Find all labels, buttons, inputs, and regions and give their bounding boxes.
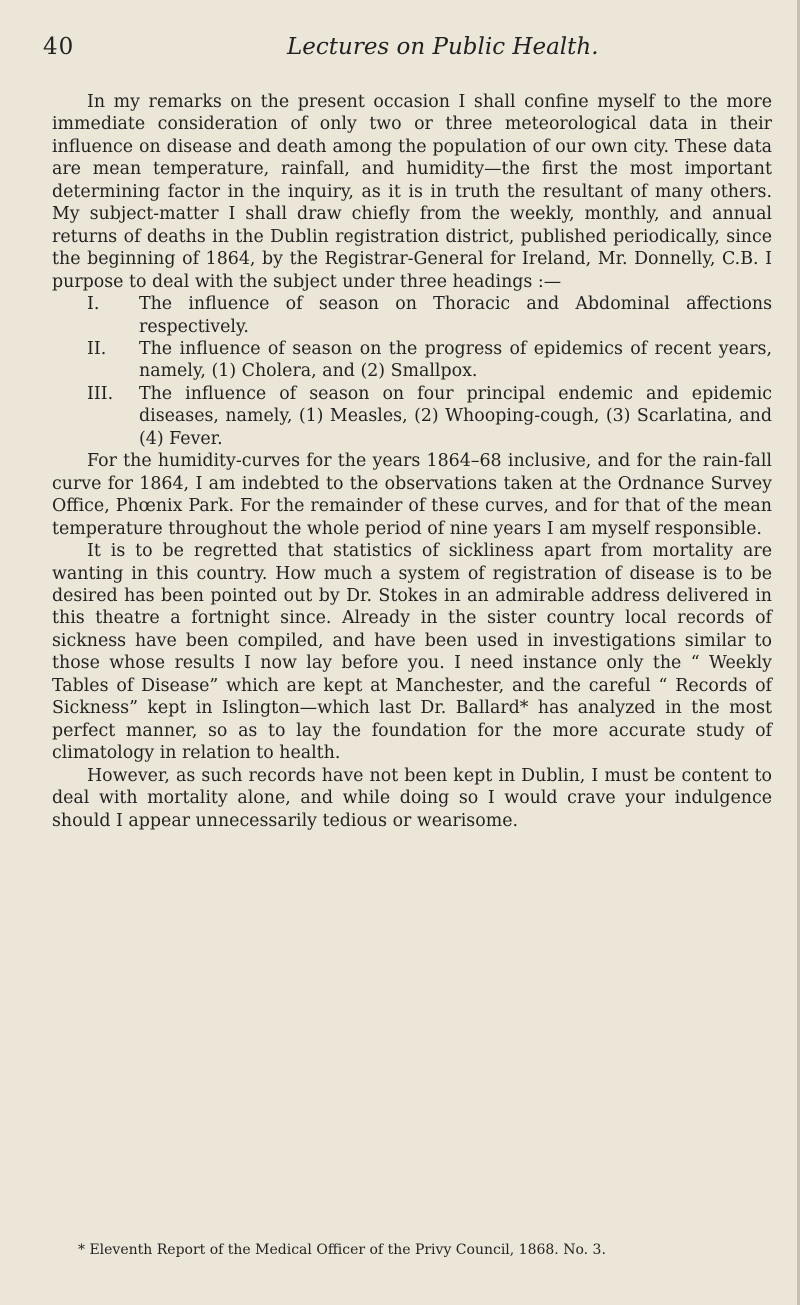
page-number: 40 xyxy=(43,34,75,60)
paragraph-statistics: It is to be regretted that statistics of sickliness apart from mortality are wanting in this country. How much a system of registration of disease is to be desired has been pointed out by Dr. Stokes in an admirable address delivered in this theatre a fortnight since. Already in the sister country local records of sickness have been compiled, and have been used in investigations similar to those whose results I now lay before you. I need instance only the “ Weekly Tables of Disease” which are kept at Manchester, and the careful “ Records of Sickness” kept in Islington—which last Dr. Ballard* has analyzed in the most perfect manner, so as to lay the foundation for the more accurate study of climatology in relation to health. xyxy=(52,541,772,764)
body-text xyxy=(52,91,772,832)
list-item xyxy=(52,293,772,338)
list-item-number: II. xyxy=(87,338,107,359)
footnote: * Eleventh Report of the Medical Officer of the Privy Council, 1868. No. 3. xyxy=(78,1242,606,1258)
paragraph-humidity-curves: For the humidity-curves for the years 1864–68 inclusive, and for the rain-fall curve for 1864, I am indebted to the observations taken at the Ordnance Survey Office, Phœnix Park. For the remainder of these curves, and for that of the mean temperature throughout the whole period of nine years I am myself responsible. xyxy=(52,451,772,539)
headings-list xyxy=(52,293,772,450)
list-item-text: The influence of season on the progress of epidemics of recent years, namely, (1) Cholera, and (2) Smallpox. xyxy=(139,338,772,382)
paragraph-intro: In my remarks on the present occasion I shall confine myself to the more immediate consideration of only two or three meteorological data in their influence on disease and death among the population of our own city. These data are mean temperature, rainfall, and humidity—the first the most important determining factor in the inquiry, as it is in truth the resultant of many others. My subject-matter I shall draw chiefly from the weekly, monthly, and annual returns of deaths in the Dublin registration district, published periodically, since the beginning of 1864, by the Registrar-General for Ireland, Mr. Donnelly, C.B. I purpose to deal with the subject under three headings :— xyxy=(52,92,772,292)
paragraph-conclusion: However, as such records have not been kept in Dublin, I must be content to deal with mortality alone, and while doing so I would crave your indulgence should I appear unnecessarily tedious or wearisome. xyxy=(52,765,772,831)
list-item-number: I. xyxy=(87,294,100,315)
list-item-text: The influence of season on Thoracic and Abdominal affections respectively. xyxy=(139,294,772,337)
list-item xyxy=(52,338,772,383)
list-item xyxy=(52,383,772,450)
page-header xyxy=(43,34,740,66)
running-title: Lectures on Public Health. xyxy=(287,34,599,60)
list-item-number: III. xyxy=(87,383,114,404)
list-item-text: The influence of season on four principal endemic and epidemic diseases, namely, (1) Measles, (2) Whooping-cough, (3) Scarlatina, and (4) Fever. xyxy=(139,383,772,449)
